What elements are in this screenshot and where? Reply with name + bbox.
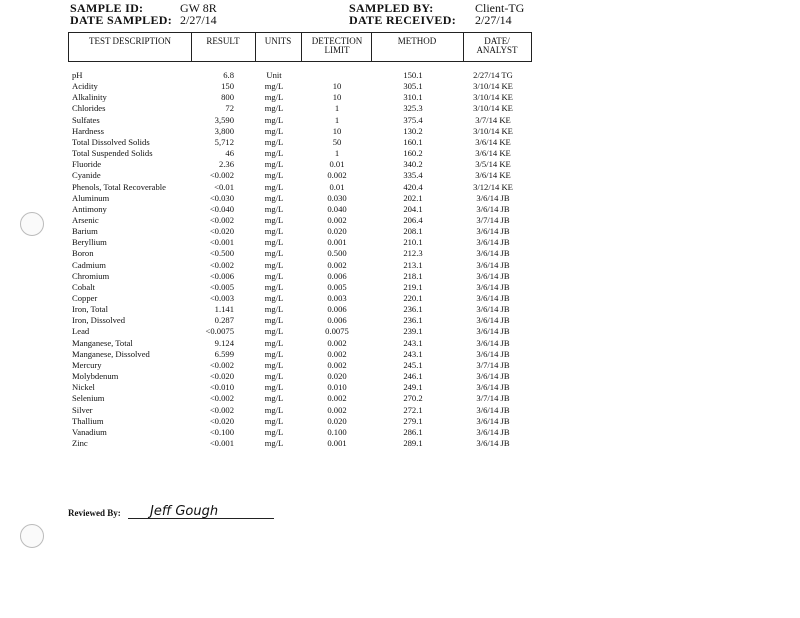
detection-limit-cell: 0.010 — [327, 382, 347, 393]
date-analyst-cell: 3/6/14 JB — [476, 304, 510, 315]
date-analyst-cell: 3/6/14 JB — [476, 426, 510, 437]
date-analyst-cell: 3/6/14 JB — [476, 226, 510, 237]
result-cell: <0.001 — [209, 437, 234, 448]
result-cell: 3,590 — [214, 114, 234, 125]
detection-limit-cell: 1 — [334, 148, 340, 159]
method-cell: 246.1 — [403, 371, 423, 382]
table-row — [0, 393, 800, 404]
date-received-value: 2/27/14 — [475, 13, 512, 27]
result-cell: 3,800 — [214, 125, 234, 136]
units-cell: mg/L — [264, 203, 284, 214]
method-cell: 236.1 — [403, 304, 423, 315]
date-analyst-cell: 3/7/14 JB — [476, 393, 510, 404]
column-divider — [463, 33, 464, 61]
method-cell: 335.4 — [403, 170, 423, 181]
result-cell: 150 — [221, 81, 234, 92]
result-cell: 72 — [225, 103, 234, 114]
table-row — [0, 326, 800, 337]
test-description-cell: Selenium — [72, 393, 105, 404]
test-description-cell: Vanadium — [72, 426, 107, 437]
method-cell: 204.1 — [403, 203, 423, 214]
date-analyst-cell: 3/6/14 JB — [476, 437, 510, 448]
units-cell: mg/L — [264, 281, 284, 292]
result-cell: 1.141 — [214, 304, 234, 315]
sampled-by-value: Client-TG — [475, 1, 525, 15]
result-cell: 6.599 — [214, 348, 234, 359]
result-cell: <0.001 — [209, 237, 234, 248]
result-cell: <0.010 — [209, 382, 234, 393]
result-cell: <0.002 — [209, 259, 234, 270]
units-cell: mg/L — [264, 293, 284, 303]
sample-id-value: GW 8R — [180, 1, 217, 15]
table-row — [0, 193, 800, 204]
date-analyst-cell: 3/6/14 JB — [476, 348, 510, 359]
table-row — [0, 427, 800, 438]
test-description-cell: Cobalt — [72, 281, 95, 292]
result-cell: 6.8 — [223, 70, 234, 80]
method-cell: 130.2 — [403, 125, 423, 136]
table-row — [0, 338, 800, 349]
test-description-cell: Arsenic — [72, 214, 99, 225]
test-description-cell: Sulfates — [72, 114, 100, 125]
method-cell: 286.1 — [403, 426, 423, 437]
units-cell: mg/L — [264, 404, 284, 415]
method-cell: 206.4 — [403, 214, 423, 225]
table-row — [0, 271, 800, 282]
date-sampled-row — [70, 13, 217, 28]
method-cell: 245.1 — [403, 359, 423, 370]
result-cell: <0.01 — [214, 181, 234, 192]
date-sampled-label: DATE SAMPLED: — [70, 13, 173, 27]
result-cell: 46 — [225, 148, 234, 159]
punch-hole — [20, 524, 44, 548]
date-analyst-cell: 3/7/14 JB — [476, 359, 510, 370]
test-description-cell: Zinc — [72, 437, 88, 448]
date-analyst-cell: 3/6/14 JB — [476, 237, 510, 248]
date-analyst-cell: 3/6/14 JB — [476, 315, 510, 326]
date-analyst-cell: 3/6/14 JB — [476, 248, 510, 259]
table-header — [68, 32, 532, 62]
result-cell: <0.002 — [209, 404, 234, 415]
table-row — [0, 371, 800, 382]
column-divider — [301, 33, 302, 61]
table-row — [0, 182, 800, 193]
detection-limit-cell: 0.500 — [327, 248, 347, 259]
date-analyst-cell: 3/6/14 KE — [475, 170, 511, 181]
sampled-by-label: SAMPLED BY: — [349, 1, 434, 15]
method-cell: 239.1 — [403, 326, 423, 337]
method-cell: 420.4 — [403, 181, 423, 192]
method-cell: 375.4 — [403, 114, 423, 125]
reviewer-signature: Jeff Gough — [150, 504, 219, 519]
units-cell: mg/L — [264, 125, 284, 136]
test-description-cell: Beryllium — [72, 237, 107, 248]
date-analyst-cell: 3/10/14 KE — [473, 81, 513, 92]
method-cell: 202.1 — [403, 192, 423, 203]
date-analyst-cell: 3/6/14 JB — [476, 404, 510, 415]
detection-limit-cell: 1 — [334, 114, 340, 125]
result-cell: <0.020 — [209, 371, 234, 382]
test-description-cell: Acidity — [72, 81, 98, 92]
detection-limit-cell: 10 — [332, 81, 342, 92]
detection-limit-cell: 0.002 — [327, 259, 347, 270]
table-row — [0, 304, 800, 315]
result-cell: 9.124 — [214, 337, 234, 348]
detection-limit-cell: 0.002 — [327, 170, 347, 181]
table-row — [0, 81, 800, 92]
units-cell: mg/L — [264, 114, 284, 125]
detection-limit-cell: 0.002 — [327, 393, 347, 404]
date-analyst-cell: 3/7/14 JB — [476, 214, 510, 225]
method-cell: 213.1 — [403, 259, 423, 270]
units-cell: mg/L — [264, 181, 284, 192]
method-cell: 270.2 — [403, 393, 423, 404]
units-cell: mg/L — [264, 81, 284, 92]
result-cell: <0.002 — [209, 170, 234, 181]
method-cell: 340.2 — [403, 159, 423, 170]
units-cell: mg/L — [264, 136, 284, 147]
test-description-cell: Thallium — [72, 415, 104, 426]
units-cell: mg/L — [264, 170, 284, 181]
date-analyst-cell: 3/6/14 JB — [476, 270, 510, 281]
date-analyst-cell: 3/10/14 KE — [473, 92, 513, 103]
method-cell: 160.2 — [403, 148, 423, 159]
table-row — [0, 416, 800, 427]
method-cell: 305.1 — [403, 81, 423, 92]
result-cell: 5,712 — [214, 136, 234, 147]
table-row — [0, 405, 800, 416]
detection-limit-cell: 0.01 — [329, 181, 345, 192]
detection-limit-cell: 0.001 — [327, 237, 347, 248]
result-cell: <0.020 — [209, 226, 234, 237]
test-description-cell: Molybdenum — [72, 371, 119, 382]
detection-limit-cell: 0.002 — [327, 404, 347, 415]
method-cell: 243.1 — [403, 337, 423, 348]
date-analyst-cell: 3/10/14 KE — [473, 125, 513, 136]
method-cell: 279.1 — [403, 415, 423, 426]
detection-limit-cell: 10 — [332, 92, 342, 103]
test-description-cell: Aluminum — [72, 192, 110, 203]
units-cell: mg/L — [264, 270, 284, 281]
table-row — [0, 148, 800, 159]
units-cell: mg/L — [264, 248, 284, 259]
col-detection-limit: DETECTION LIMIT — [311, 36, 363, 55]
detection-limit-cell: 0.006 — [327, 270, 347, 281]
method-cell: 289.1 — [403, 437, 423, 448]
table-row — [0, 204, 800, 215]
method-cell: 220.1 — [403, 293, 423, 303]
detection-limit-cell: 0.020 — [327, 226, 347, 237]
units-cell: mg/L — [264, 304, 284, 315]
date-analyst-cell: 3/6/14 JB — [476, 337, 510, 348]
col-units: UNITS — [264, 36, 292, 46]
test-description-cell: Antimony — [72, 203, 107, 214]
result-cell: <0.002 — [209, 393, 234, 404]
date-analyst-cell: 3/6/14 KE — [475, 136, 511, 147]
units-cell: mg/L — [264, 326, 284, 337]
result-cell: <0.030 — [209, 192, 234, 203]
test-description-cell: Boron — [72, 248, 94, 259]
detection-limit-cell: 50 — [332, 136, 342, 147]
result-cell: 0.287 — [214, 315, 234, 326]
table-row — [0, 115, 800, 126]
table-row — [0, 360, 800, 371]
method-cell: 243.1 — [403, 348, 423, 359]
detection-limit-cell: 0.006 — [327, 304, 347, 315]
method-cell: 325.3 — [403, 103, 423, 114]
test-description-cell: Manganese, Dissolved — [72, 348, 150, 359]
date-analyst-cell: 3/6/14 JB — [476, 293, 510, 303]
detection-limit-cell: 0.020 — [327, 415, 347, 426]
date-analyst-cell: 3/5/14 KE — [475, 159, 511, 170]
detection-limit-cell: 0.003 — [327, 293, 347, 303]
units-cell: mg/L — [264, 148, 284, 159]
date-analyst-cell: 3/6/14 JB — [476, 203, 510, 214]
col-date-analyst: DATE/ ANALYST — [476, 36, 518, 55]
date-received-row — [349, 13, 512, 28]
date-analyst-cell: 2/27/14 TG — [473, 70, 513, 80]
units-cell: mg/L — [264, 159, 284, 170]
result-cell: <0.100 — [209, 426, 234, 437]
table-row — [0, 126, 800, 137]
detection-limit-cell: 0.002 — [327, 348, 347, 359]
units-cell: mg/L — [264, 382, 284, 393]
table-row — [0, 282, 800, 293]
col-result: RESULT — [206, 36, 240, 46]
date-received-label: DATE RECEIVED: — [349, 13, 456, 27]
date-sampled-value: 2/27/14 — [180, 13, 217, 27]
table-row — [0, 137, 800, 148]
table-row — [0, 315, 800, 326]
units-cell: Unit — [266, 70, 282, 80]
units-cell: mg/L — [264, 393, 284, 404]
units-cell: mg/L — [264, 214, 284, 225]
table-row — [0, 349, 800, 360]
units-cell: mg/L — [264, 437, 284, 448]
test-description-cell: Chromium — [72, 270, 110, 281]
method-cell: 249.1 — [403, 382, 423, 393]
result-cell: <0.006 — [209, 270, 234, 281]
result-cell: <0.0075 — [205, 326, 234, 337]
method-cell: 210.1 — [403, 237, 423, 248]
units-cell: mg/L — [264, 359, 284, 370]
detection-limit-cell: 0.01 — [329, 159, 345, 170]
test-description-cell: Alkalinity — [72, 92, 107, 103]
result-cell: <0.002 — [209, 214, 234, 225]
detection-limit-cell: 1 — [334, 103, 340, 114]
method-cell: 208.1 — [403, 226, 423, 237]
test-description-cell: Cadmium — [72, 259, 106, 270]
table-row — [0, 438, 800, 449]
date-analyst-cell: 3/12/14 KE — [473, 181, 513, 192]
method-cell: 310.1 — [403, 92, 423, 103]
units-cell: mg/L — [264, 415, 284, 426]
test-description-cell: Mercury — [72, 359, 102, 370]
method-cell: 218.1 — [403, 270, 423, 281]
table-row — [0, 92, 800, 103]
test-description-cell: pH — [72, 70, 83, 80]
units-cell: mg/L — [264, 371, 284, 382]
test-description-cell: Total Suspended Solids — [72, 148, 153, 159]
test-description-cell: Phenols, Total Recoverable — [72, 181, 166, 192]
table-row — [0, 237, 800, 248]
date-analyst-cell: 3/6/14 JB — [476, 371, 510, 382]
detection-limit-cell: 10 — [332, 125, 342, 136]
date-analyst-cell: 3/6/14 JB — [476, 192, 510, 203]
result-cell: <0.040 — [209, 203, 234, 214]
table-row — [0, 248, 800, 259]
method-cell: 272.1 — [403, 404, 423, 415]
result-cell: 800 — [221, 92, 234, 103]
date-analyst-cell: 3/6/14 JB — [476, 281, 510, 292]
result-cell: <0.003 — [209, 293, 234, 303]
test-description-cell: Iron, Dissolved — [72, 315, 125, 326]
table-row — [0, 103, 800, 114]
detection-limit-cell: 0.006 — [327, 315, 347, 326]
units-cell: mg/L — [264, 348, 284, 359]
col-test-description: TEST DESCRIPTION — [88, 36, 172, 46]
units-cell: mg/L — [264, 315, 284, 326]
detection-limit-cell: 0.100 — [327, 426, 347, 437]
table-row — [0, 70, 800, 81]
units-cell: mg/L — [264, 237, 284, 248]
detection-limit-cell: 0.001 — [327, 437, 347, 448]
test-description-cell: Fluoride — [72, 159, 102, 170]
test-description-cell: Chlorides — [72, 103, 106, 114]
table-row — [0, 226, 800, 237]
method-cell: 236.1 — [403, 315, 423, 326]
test-description-cell: Lead — [72, 326, 90, 337]
units-cell: mg/L — [264, 103, 284, 114]
units-cell: mg/L — [264, 92, 284, 103]
detection-limit-cell: 0.002 — [327, 214, 347, 225]
date-analyst-cell: 3/6/14 JB — [476, 382, 510, 393]
sample-id-label: SAMPLE ID: — [70, 1, 144, 15]
result-cell: <0.500 — [209, 248, 234, 259]
detection-limit-cell: 0.005 — [327, 281, 347, 292]
detection-limit-cell: 0.020 — [327, 371, 347, 382]
table-row — [0, 293, 800, 304]
test-description-cell: Hardness — [72, 125, 104, 136]
reviewed-by-label: Reviewed By: — [68, 508, 121, 518]
test-description-cell: Silver — [72, 404, 93, 415]
result-cell: 2.36 — [218, 159, 234, 170]
test-description-cell: Barium — [72, 226, 98, 237]
detection-limit-cell: 0.002 — [327, 359, 347, 370]
table-row — [0, 260, 800, 271]
method-cell: 212.3 — [403, 248, 423, 259]
test-description-cell: Cyanide — [72, 170, 101, 181]
table-row — [0, 382, 800, 393]
units-cell: mg/L — [264, 337, 284, 348]
test-description-cell: Iron, Total — [72, 304, 108, 315]
date-analyst-cell: 3/6/14 JB — [476, 259, 510, 270]
test-description-cell: Manganese, Total — [72, 337, 133, 348]
table-row — [0, 170, 800, 181]
col-method: METHOD — [397, 36, 437, 46]
units-cell: mg/L — [264, 259, 284, 270]
method-cell: 219.1 — [403, 281, 423, 292]
date-analyst-cell: 3/6/14 JB — [476, 415, 510, 426]
units-cell: mg/L — [264, 226, 284, 237]
detection-limit-cell: 0.0075 — [325, 326, 349, 337]
test-description-cell: Total Dissolved Solids — [72, 136, 150, 147]
result-cell: <0.002 — [209, 359, 234, 370]
result-cell: <0.005 — [209, 281, 234, 292]
date-analyst-cell: 3/10/14 KE — [473, 103, 513, 114]
detection-limit-cell: 0.030 — [327, 192, 347, 203]
units-cell: mg/L — [264, 426, 284, 437]
date-analyst-cell: 3/7/14 KE — [475, 114, 511, 125]
test-description-cell: Copper — [72, 293, 98, 303]
detection-limit-cell: 0.040 — [327, 203, 347, 214]
test-description-cell: Nickel — [72, 382, 95, 393]
table-row — [0, 215, 800, 226]
table-row — [0, 159, 800, 170]
method-cell: 150.1 — [403, 70, 423, 80]
date-analyst-cell: 3/6/14 KE — [475, 148, 511, 159]
method-cell: 160.1 — [403, 136, 423, 147]
result-cell: <0.020 — [209, 415, 234, 426]
detection-limit-cell: 0.002 — [327, 337, 347, 348]
date-analyst-cell: 3/6/14 JB — [476, 326, 510, 337]
units-cell: mg/L — [264, 192, 284, 203]
